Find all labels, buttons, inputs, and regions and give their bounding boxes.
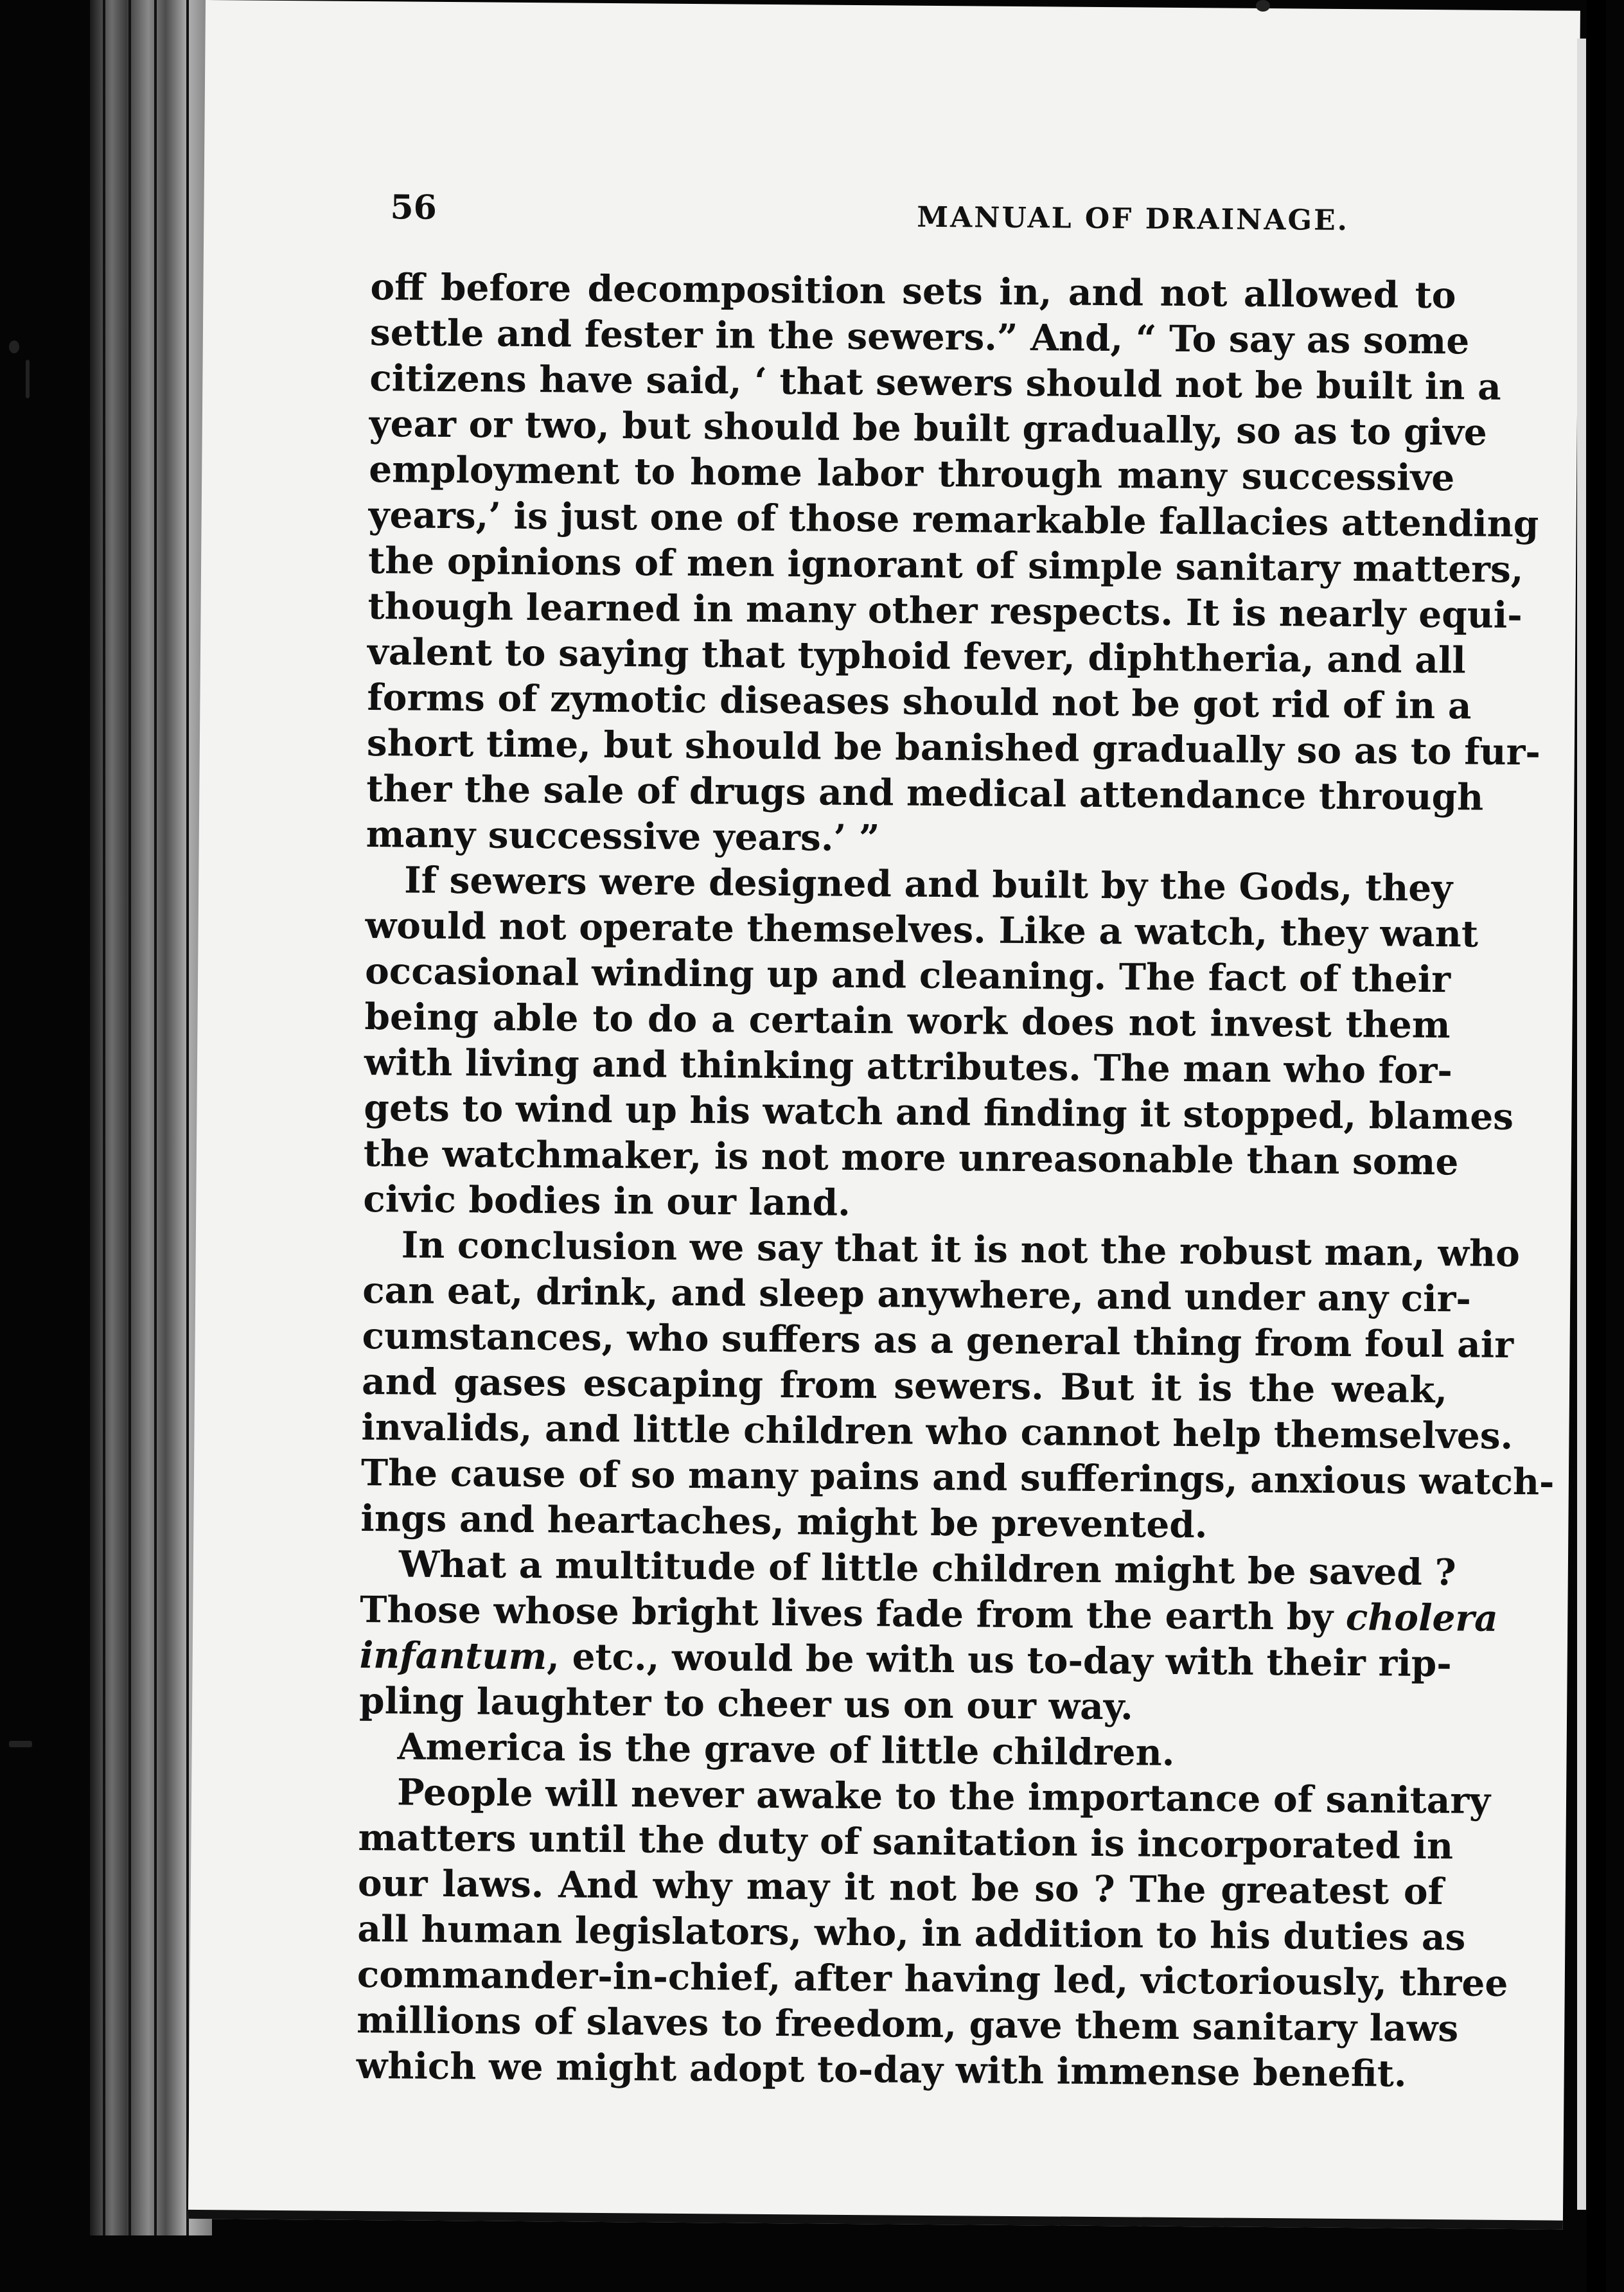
paragraph xyxy=(363,858,1514,1231)
body-text xyxy=(356,265,1555,2097)
text-line: What a multitude of little children might be saved ? xyxy=(398,1543,1456,1594)
text-line: many successive years.’ ” xyxy=(366,813,880,860)
right-margin xyxy=(1577,39,1586,2210)
text-line: with living and thinking attributes. The man who for- xyxy=(364,1041,1453,1093)
text-line: People will never awake to the importance of sanitary xyxy=(396,1771,1491,1822)
text-line: ings and heartaches, might be prevented. xyxy=(360,1497,1208,1547)
text-line: years,’ is just one of those remarkable fallacies attending xyxy=(368,494,1539,546)
text-line: can eat, drink, and sleep anywhere, and under any cir- xyxy=(362,1269,1472,1321)
text-line: off before decomposition sets in, and not allowed to xyxy=(370,266,1456,317)
edge-line xyxy=(154,0,157,2235)
text-line: invalids, and little children who cannot help themselves. xyxy=(361,1406,1514,1458)
edge-line xyxy=(103,0,105,2235)
text-line: infantum, etc., would be with us to-day with their rip- xyxy=(359,1634,1452,1686)
right-border xyxy=(1587,0,1606,2292)
paragraph xyxy=(356,1770,1508,2097)
text-line: short time, but should be banished gradually so as to fur- xyxy=(366,722,1541,774)
text-line: and gases escaping from sewers. But it is the weak, xyxy=(361,1360,1448,1412)
scan-speck xyxy=(9,340,19,353)
page-number: 56 xyxy=(390,188,437,227)
paper-page xyxy=(188,0,1580,2230)
paragraph xyxy=(366,265,1541,866)
page-header xyxy=(390,188,1393,247)
text-line: occasional winding up and cleaning. The fact of their xyxy=(364,949,1451,1001)
scan-speck xyxy=(9,1741,32,1747)
text-line: In conclusion we say that it is not the robust man, who xyxy=(401,1224,1521,1276)
text-line: pling laughter to cheer us on our way. xyxy=(358,1679,1134,1729)
text-line: gets to wind up his watch and finding it stopped, blames xyxy=(364,1086,1514,1139)
edge-line xyxy=(186,0,189,2235)
text-line: America is the grave of little children. xyxy=(397,1725,1175,1774)
text-line: ther the sale of drugs and medical attendance through xyxy=(366,768,1484,819)
text-line: civic bodies in our land. xyxy=(363,1177,851,1224)
running-head: MANUAL OF DRAINAGE. xyxy=(917,200,1350,237)
text-line: valent to saying that typhoid fever, diphtheria, and all xyxy=(367,631,1467,682)
paragraph xyxy=(358,1724,1445,1778)
edge-line xyxy=(128,0,131,2235)
text-line: the opinions of men ignorant of simple sanitary matters, xyxy=(367,540,1524,592)
text-line: matters until the duty of sanitation is incorporated in xyxy=(358,1816,1454,1868)
scan-speck xyxy=(26,360,30,398)
text-line: the watchmaker, is not more unreasonable than some xyxy=(363,1132,1459,1184)
text-line: forms of zymotic diseases should not be got rid of in a xyxy=(367,676,1472,728)
text-line: though learned in many other respects. It is nearly equi- xyxy=(367,585,1522,637)
text-line: our laws. And why may it not be so ? The greatest of xyxy=(357,1862,1444,1914)
text-line: all human legislators, who, in addition to his duties as xyxy=(357,1907,1466,1959)
text-line: being able to do a certain work does not invest them xyxy=(364,995,1451,1047)
text-line: employment to home labor through many successive xyxy=(369,448,1455,500)
text-line: The cause of so many pains and sufferings, anxious watch- xyxy=(360,1451,1555,1504)
paragraph xyxy=(360,1222,1555,1550)
scan-speck xyxy=(1256,0,1270,12)
paragraph xyxy=(358,1542,1499,1732)
text-line: commander-in-chief, after having led, victoriously, three xyxy=(357,1953,1508,2006)
text-line: which we might adopt to-day with immense benefit. xyxy=(356,2044,1407,2095)
text-line: If sewers were designed and built by the Gods, they xyxy=(403,859,1453,910)
text-line: settle and fester in the sewers.” And, “ To say as some xyxy=(369,312,1470,363)
text-line: cumstances, who suffers as a general thing from foul air xyxy=(362,1314,1514,1367)
text-line: citizens have said, ‘ that sewers should not be built in a xyxy=(369,357,1501,409)
text-line: Those whose bright lives fade from the earth by cholera xyxy=(360,1588,1499,1640)
text-line: millions of slaves to freedom, gave them sanitary laws xyxy=(357,1998,1459,2050)
text-line: would not operate themselves. Like a watch, they want xyxy=(365,904,1479,956)
text-line: year or two, but should be built gradually, so as to give xyxy=(369,403,1487,454)
